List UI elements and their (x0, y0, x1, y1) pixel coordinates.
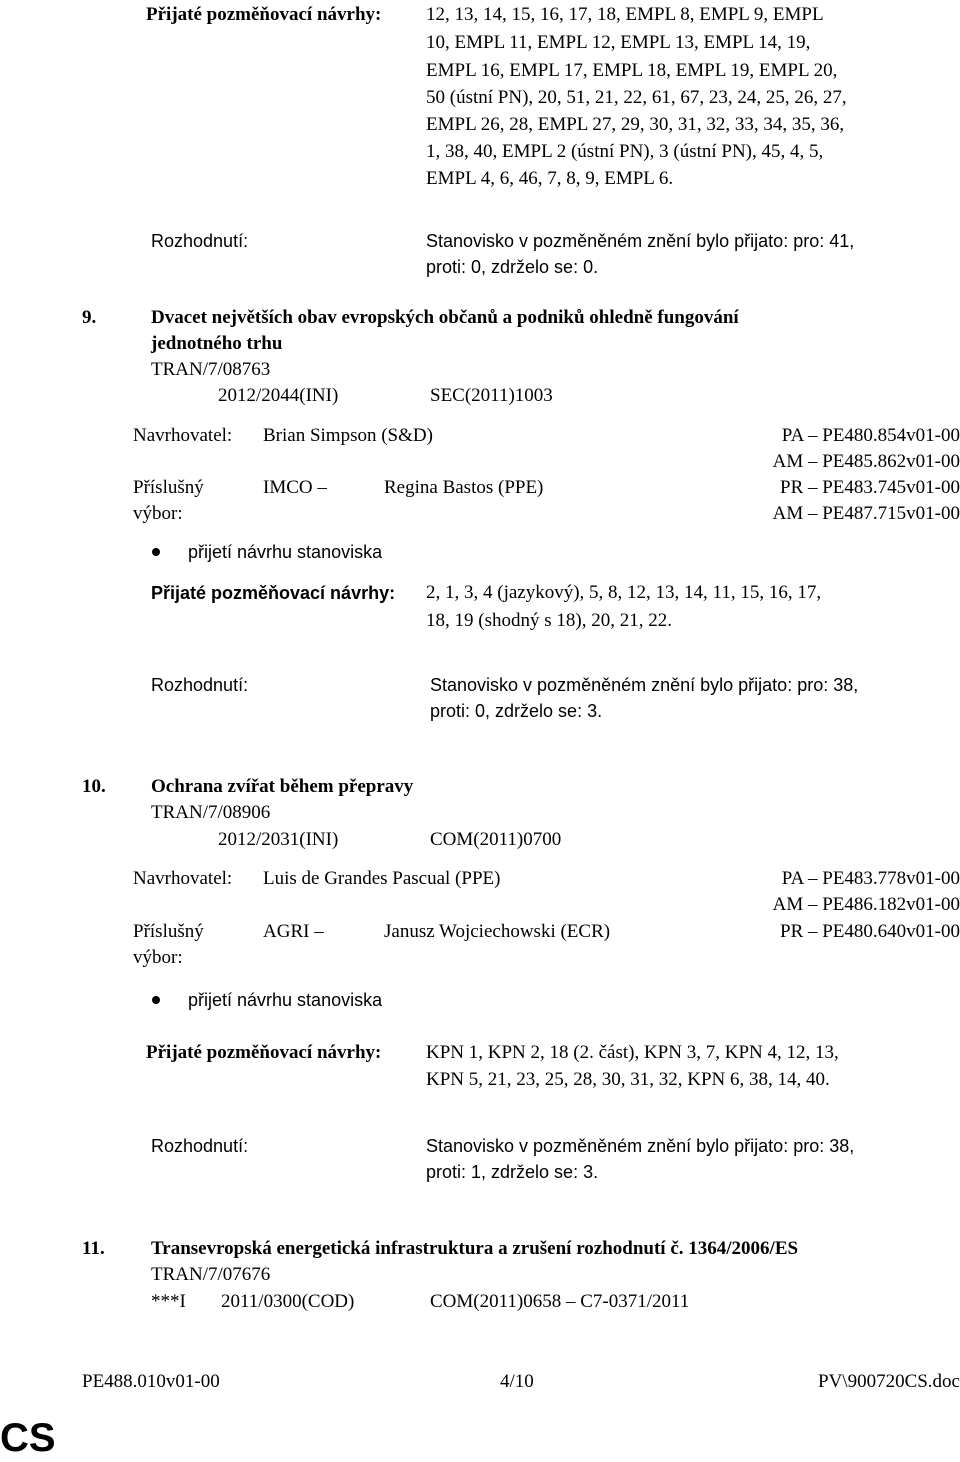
footer-doc-ref: PE488.010v01-00 (82, 1371, 220, 1392)
item9-doc-pa: PA – PE480.854v01-00 (781, 425, 960, 446)
footer-page-number: 4/10 (500, 1371, 534, 1392)
item9-committee-label: výbor: (133, 503, 183, 524)
bullet-icon (152, 548, 160, 556)
item10-doc-pr: PR – PE480.640v01-00 (780, 921, 960, 942)
item9-decision-line: proti: 0, zdrželo se: 3. (430, 701, 603, 721)
top-amend-line: 12, 13, 14, 15, 16, 17, 18, EMPL 8, EMPL 9, EMPL (426, 4, 824, 25)
item9-amend-line: 18, 19 (shodný s 18), 20, 21, 22. (426, 610, 672, 631)
bullet-icon (152, 996, 160, 1004)
item9-title: jednotného trhu (151, 333, 283, 354)
item10-amend-line: KPN 5, 21, 23, 25, 28, 30, 31, 32, KPN 6, 38, 14, 40. (426, 1069, 830, 1090)
item9-decision-line: Stanovisko v pozměněném znění bylo přijato: pro: 38, (430, 675, 859, 695)
top-decision-label: Rozhodnutí: (151, 231, 249, 251)
item11-title: Transevropská energetická infrastruktura a zrušení rozhodnutí č. 1364/2006/ES (151, 1238, 799, 1259)
top-amend-label: Přijaté pozměňovací návrhy: (146, 4, 382, 25)
item11-ref: TRAN/7/07676 (151, 1264, 271, 1285)
top-amend-line: 1, 38, 40, EMPL 2 (ústní PN), 3 (ústní PN), 45, 4, 5, (426, 141, 824, 162)
top-amend-line: EMPL 16, EMPL 17, EMPL 18, EMPL 19, EMPL 20, (426, 60, 838, 81)
top-decision-line: Stanovisko v pozměněném znění bylo přijato: pro: 41, (426, 231, 855, 251)
item9-rapporteur-label: Navrhovatel: (133, 425, 233, 446)
top-amend-line: EMPL 26, 28, EMPL 27, 29, 30, 31, 32, 33, 34, 35, 36, (426, 114, 845, 135)
item9-bullet-text: přijetí návrhu stanoviska (188, 542, 383, 562)
item9-doc-am: AM – PE485.862v01-00 (772, 451, 960, 472)
item10-committee: AGRI – (263, 921, 324, 942)
item11-procedure-prefix: ***I (151, 1291, 186, 1312)
item10-rapporteur-label: Navrhovatel: (133, 868, 233, 889)
item9-title: Dvacet největších obav evropských občanů a podniků ohledně fungování (151, 307, 739, 328)
item10-committee-label: výbor: (133, 947, 183, 968)
top-amend-line: 10, EMPL 11, EMPL 12, EMPL 13, EMPL 14, 19, (426, 32, 811, 53)
item9-procedure: 2012/2044(INI) (218, 385, 339, 406)
item9-doc-am: AM – PE487.715v01-00 (772, 503, 960, 524)
top-decision-line: proti: 0, zdrželo se: 0. (426, 257, 599, 277)
item10-rapporteur: Luis de Grandes Pascual (PPE) (263, 868, 501, 889)
item11-procedure: 2011/0300(COD) (221, 1291, 355, 1312)
footer-language-code: CS (0, 1416, 56, 1460)
item10-committee-rapporteur: Janusz Wojciechowski (ECR) (384, 921, 611, 942)
item10-committee-label: Příslušný (133, 921, 204, 942)
item9-doc-pr: PR – PE483.745v01-00 (780, 477, 960, 498)
item9-amend-line: 2, 1, 3, 4 (jazykový), 5, 8, 12, 13, 14, 11, 15, 16, 17, (426, 582, 822, 603)
item10-title: Ochrana zvířat během přepravy (151, 776, 414, 797)
item9-committee-label: Příslušný (133, 477, 204, 498)
item9-decision-label: Rozhodnutí: (151, 675, 249, 695)
item10-procedure: 2012/2031(INI) (218, 829, 339, 850)
item9-committee-rapporteur: Regina Bastos (PPE) (384, 477, 544, 498)
item10-decision-line: Stanovisko v pozměněném znění bylo přijato: pro: 38, (426, 1136, 855, 1156)
footer-file-name: PV\900720CS.doc (818, 1371, 960, 1392)
item9-amend-label: Přijaté pozměňovací návrhy: (151, 583, 396, 603)
item10-number: 10. (82, 776, 106, 797)
item10-ref: TRAN/7/08906 (151, 802, 271, 823)
item10-decision-label: Rozhodnutí: (151, 1136, 249, 1156)
item10-doc-am: AM – PE486.182v01-00 (772, 894, 960, 915)
item9-ref: TRAN/7/08763 (151, 359, 271, 380)
item11-document: COM(2011)0658 – C7-0371/2011 (430, 1291, 690, 1312)
item9-document: SEC(2011)1003 (430, 385, 553, 406)
item10-bullet-text: přijetí návrhu stanoviska (188, 990, 383, 1010)
item11-number: 11. (82, 1238, 105, 1259)
item10-document: COM(2011)0700 (430, 829, 562, 850)
item10-amend-line: KPN 1, KPN 2, 18 (2. část), KPN 3, 7, KPN 4, 12, 13, (426, 1042, 839, 1063)
item9-number: 9. (82, 307, 97, 328)
item9-rapporteur: Brian Simpson (S&D) (263, 425, 433, 446)
top-amend-line: 50 (ústní PN), 20, 51, 21, 22, 61, 67, 23, 24, 25, 26, 27, (426, 87, 847, 108)
top-amend-line: EMPL 4, 6, 46, 7, 8, 9, EMPL 6. (426, 168, 674, 189)
item10-amend-label: Přijaté pozměňovací návrhy: (146, 1042, 382, 1063)
item10-decision-line: proti: 1, zdrželo se: 3. (426, 1162, 599, 1182)
item10-doc-pa: PA – PE483.778v01-00 (781, 868, 960, 889)
item9-committee: IMCO – (263, 477, 327, 498)
